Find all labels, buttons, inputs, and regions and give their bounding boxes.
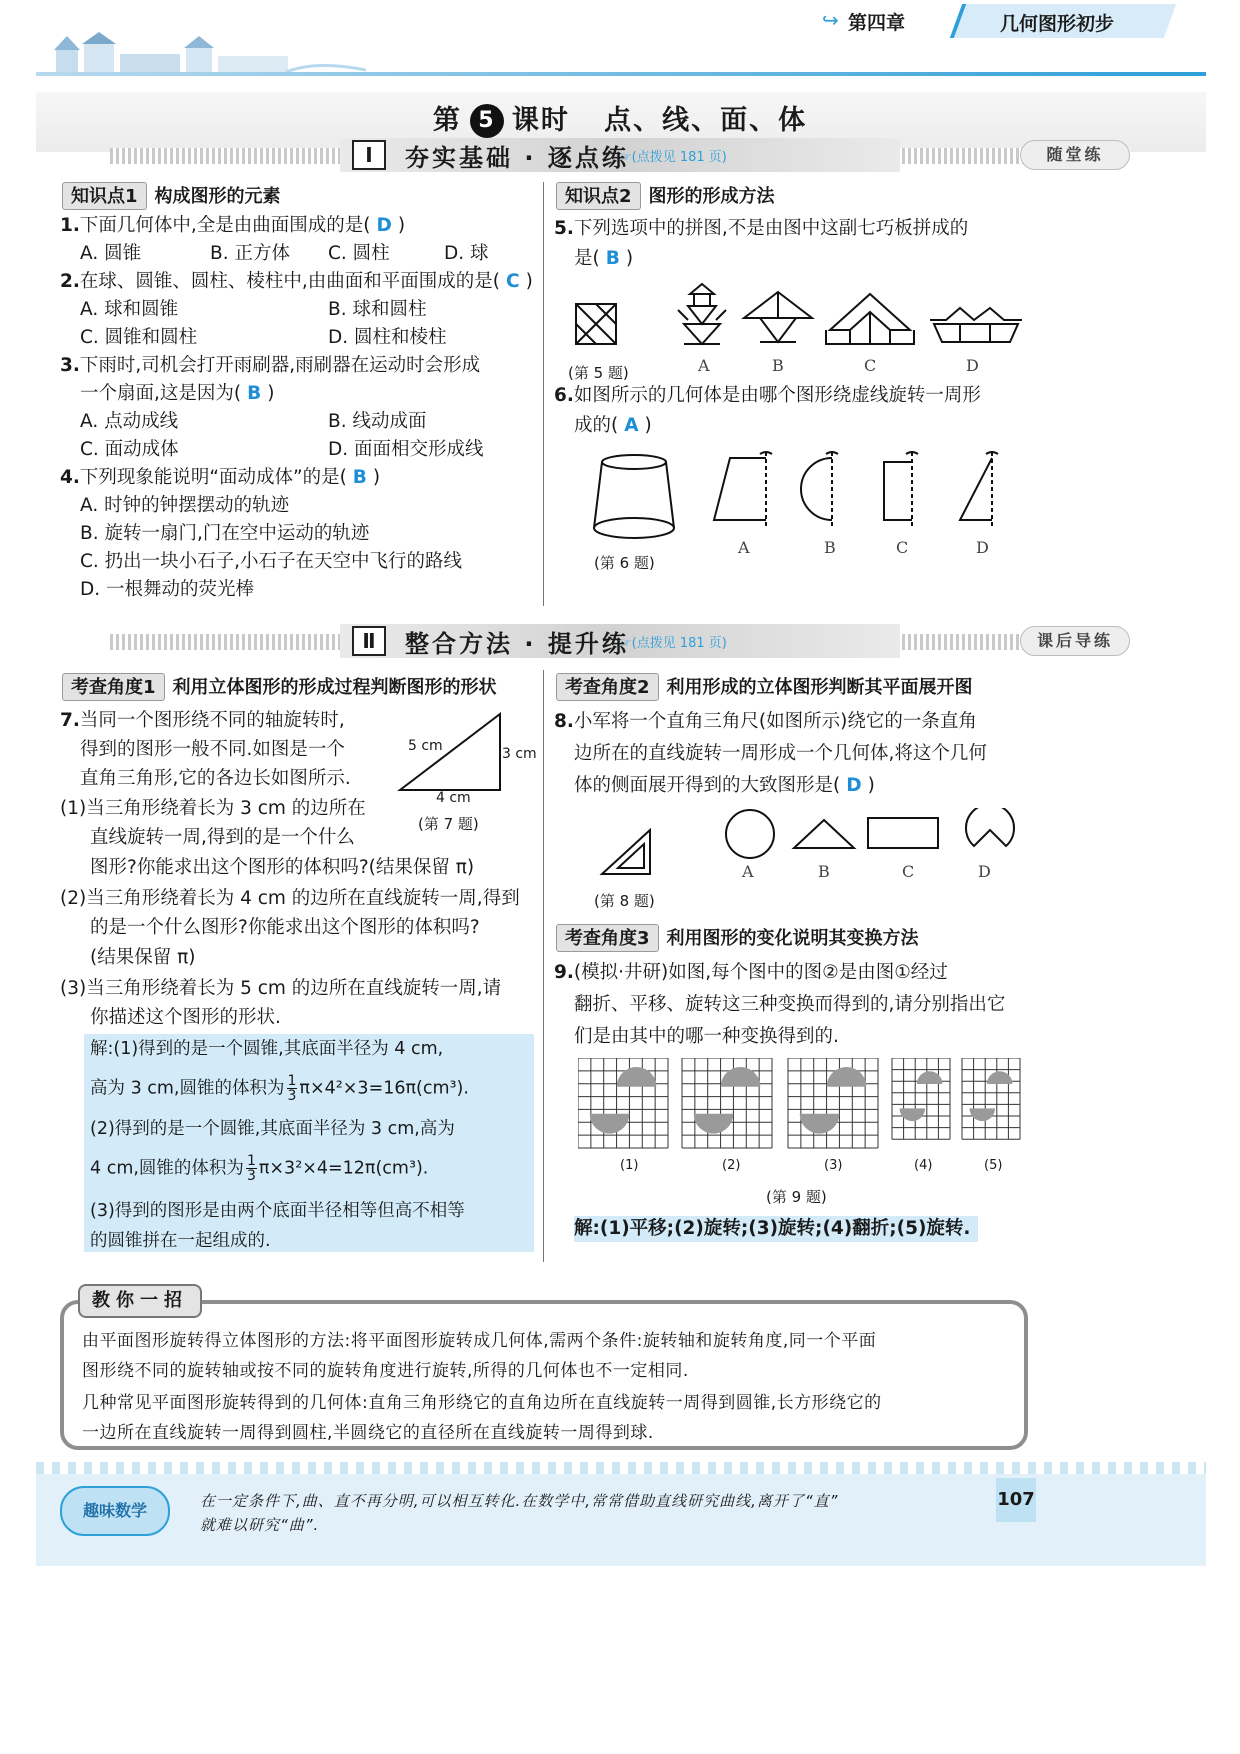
- tangram-figure-c: [826, 294, 914, 344]
- q1-stem: 1.下面几何体中,全是由曲面围成的是( D ): [60, 215, 406, 236]
- q8-caption: (第 8 题): [594, 892, 655, 910]
- q5-answer: B: [605, 248, 620, 269]
- q8-line-3: 体的侧面展开得到的大致图形是( D ): [574, 775, 875, 796]
- q7-caption: (第 7 题): [418, 815, 479, 833]
- q4-option-a: A. 时钟的钟摆摆动的轨迹: [80, 495, 290, 516]
- fraction-one-third-2: $\frac{1}{3}$: [246, 1153, 256, 1184]
- q8-label-c: C: [902, 862, 915, 881]
- q7-solution-line-4: 4 cm,圆锥的体积为 $\frac{1}{3}$ π×3²×4=12π(cm³).: [90, 1153, 429, 1184]
- rectangle-option-c: [868, 818, 938, 848]
- q9-figure: [578, 1058, 1028, 1158]
- q7-sub1-line-2: 直线旋转一周,得到的是一个什么: [90, 827, 355, 848]
- q6-answer: A: [624, 415, 639, 436]
- angle1-text: 利用立体图形的形成过程判断图形的形状: [172, 677, 497, 698]
- circle-option-a: [726, 810, 774, 858]
- knowledge-point-2: [556, 182, 775, 210]
- q8-label-b: B: [818, 862, 830, 881]
- q4-option-b: B. 旋转一扇门,门在空中运动的轨迹: [80, 523, 370, 544]
- section-1-title: 夯实基础 · 逐点练: [405, 144, 629, 172]
- q9-label-3: (3): [824, 1158, 843, 1173]
- q5-label-c: C: [864, 356, 877, 375]
- kp2-text: 图形的形成方法: [648, 186, 775, 207]
- q5-stem-2: 是( B ): [574, 248, 634, 269]
- q7-sub2-line-1: (2)当三角形绕着长为 4 cm 的边所在直线旋转一周,得到: [60, 888, 520, 909]
- lesson-suffix: 课时: [511, 105, 570, 136]
- q2-option-d: D. 圆柱和棱柱: [328, 327, 447, 348]
- q5-stem-1: 5.下列选项中的拼图,不是由图中这副七巧板拼成的: [554, 218, 969, 239]
- q7-line-2: 得到的图形一般不同.如图是一个: [80, 739, 345, 760]
- triangle-option-b: [794, 820, 854, 848]
- angle-2: [556, 673, 973, 701]
- kp1-text: 构成图形的元素: [154, 186, 281, 207]
- q9-label-5: (5): [984, 1158, 1003, 1173]
- q3-answer: B: [247, 383, 262, 404]
- q9-line-3: 们是由其中的哪一种变换得到的.: [574, 1026, 839, 1047]
- q8-figure: [596, 808, 1016, 888]
- fun-math-logo: 趣味数学: [60, 1486, 170, 1536]
- q9-caption: (第 9 题): [766, 1188, 827, 1206]
- trapezoid-option-a: [714, 452, 772, 528]
- castle-illustration: [36, 30, 366, 74]
- q9-grid-panel: [892, 1058, 950, 1139]
- q9-line-2: 翻折、平移、旋转这三种变换而得到的,请分别指出它: [574, 994, 1006, 1015]
- q2-option-a: A. 球和圆锥: [80, 299, 179, 320]
- tangram-figure-a: [678, 284, 726, 344]
- q2-stem: 2.在球、圆锥、圆柱、棱柱中,由曲面和平面围成的是( C ): [60, 271, 533, 292]
- kp2-badge: 知识点2: [556, 182, 641, 210]
- angle2-badge: 考查角度2: [556, 673, 659, 701]
- section-2-roman: Ⅱ: [352, 626, 386, 656]
- q8-label-d: D: [978, 862, 991, 881]
- q1-option-d: D. 球: [444, 243, 489, 264]
- q3-stem-2: 一个扇面,这是因为( B ): [80, 383, 275, 404]
- q8-answer: D: [846, 775, 862, 796]
- q7-solution-line-1: 解:(1)得到的是一个圆锥,其底面半径为 4 cm,: [90, 1039, 444, 1059]
- section-1-bar: [110, 138, 1130, 172]
- angle3-badge: 考查角度3: [556, 924, 659, 952]
- q7-sub1-line-3: 图形?你能求出这个图形的体积吗?(结果保留 π): [90, 857, 475, 878]
- q9-shape-two: [721, 1067, 761, 1087]
- q7-sub2-line-2: 的是一个什么图形?你能求出这个图形的体积吗?: [90, 917, 480, 938]
- q3-option-a: A. 点动成线: [80, 411, 179, 432]
- tip-line-2: 图形绕不同的旋转轴或按不同的旋转角度进行旋转,所得的几何体也不一定相同.: [82, 1361, 689, 1381]
- q7-hyp-label: 5 cm: [408, 738, 443, 754]
- footer-text-1: 在一定条件下,曲、直不再分明,可以相互转化.在数学中,常常借助直线研究曲线,离开了“直”: [200, 1492, 839, 1510]
- q7-line-1: 7.当同一个图形绕不同的轴旋转时,: [60, 710, 345, 731]
- q1-option-c: C. 圆柱: [328, 243, 390, 264]
- frustum-solid: [594, 455, 674, 538]
- section-1-roman: Ⅰ: [352, 140, 386, 170]
- q4-stem: 4.下列现象能说明“面动成体”的是( B ): [60, 467, 381, 488]
- q7-sub3-line-1: (3)当三角形绕着长为 5 cm 的边所在直线旋转一周,请: [60, 978, 502, 999]
- knowledge-point-1: [62, 182, 281, 210]
- angle3-text: 利用图形的变化说明其变换方法: [666, 928, 919, 949]
- q7-sub3-line-2: 你描述这个图形的形状.: [90, 1007, 281, 1028]
- q3-stem-1: 3.下雨时,司机会打开雨刷器,雨刷器在运动时会形成: [60, 355, 481, 376]
- angle2-text: 利用形成的立体图形判断其平面展开图: [666, 677, 973, 698]
- lesson-title: [0, 98, 1240, 138]
- tip-badge: 教你一招: [78, 1284, 202, 1318]
- triangle-option-d: [960, 452, 998, 528]
- tangram-square-figure: [576, 304, 616, 344]
- q9-label-4: (4): [914, 1158, 933, 1173]
- kp1-badge: 知识点1: [62, 182, 147, 210]
- q2-option-c: C. 圆锥和圆柱: [80, 327, 198, 348]
- tip-line-3: 几种常见平面图形旋转得到的几何体:直角三角形绕它的直角边所在直线旋转一周得到圆锥,长方形绕它的: [82, 1393, 882, 1413]
- rectangle-option-c: [884, 452, 918, 528]
- q8-line-1: 8.小军将一个直角三角尺(如图所示)绕它的一条直角: [554, 711, 977, 732]
- tip-line-1: 由平面图形旋转得立体图形的方法:将平面图形旋转成几何体,需两个条件:旋转轴和旋转角度,同一个平面: [82, 1331, 877, 1351]
- lesson-topic: 点、线、面、体: [604, 105, 808, 136]
- chapter-label: 第四章: [848, 12, 906, 34]
- q1-option-a: A. 圆锥: [80, 243, 142, 264]
- q6-label-b: B: [824, 538, 836, 557]
- q2-answer: C: [506, 271, 520, 292]
- q7-sub1-line-1: (1)当三角形绕着长为 3 cm 的边所在: [60, 798, 366, 819]
- header-rule: [36, 72, 1206, 76]
- chapter-title: 几何图形初步: [1000, 13, 1115, 35]
- q5-figure: [560, 280, 1040, 360]
- q9-shape-one: [694, 1114, 734, 1134]
- q9-shape-one: [590, 1114, 630, 1134]
- section-2-tag: 课后导练: [1020, 626, 1130, 656]
- q4-option-d: D. 一根舞动的荧光棒: [80, 579, 255, 600]
- lesson-prefix: 第: [432, 105, 462, 136]
- lesson-number: 5: [470, 104, 504, 138]
- q9-grid-panel: [682, 1058, 772, 1148]
- q9-label-2: (2): [722, 1158, 741, 1173]
- q5-label-a: A: [698, 356, 710, 375]
- q1-answer: D: [376, 215, 392, 236]
- page-number: 107: [996, 1478, 1036, 1522]
- set-square-figure: [602, 830, 650, 874]
- q5-caption: (第 5 题): [568, 364, 629, 382]
- q6-caption: (第 6 题): [594, 554, 655, 572]
- q8-line-2: 边所在的直线旋转一周形成一个几何体,将这个几何: [574, 743, 987, 764]
- q4-option-c: C. 扔出一块小石子,小石子在天空中飞行的路线: [80, 551, 463, 572]
- section-2-ref: ☞(点拨见 181 页): [620, 636, 727, 651]
- q9-label-1: (1): [620, 1158, 639, 1173]
- tangram-figure-d: [930, 308, 1022, 342]
- q7-line-3: 直角三角形,它的各边长如图所示.: [80, 768, 351, 789]
- sector-option-d: [966, 808, 1014, 846]
- q7-base-label: 4 cm: [436, 790, 471, 806]
- q4-answer: B: [352, 467, 367, 488]
- q6-label-d: D: [976, 538, 989, 557]
- column-divider: [543, 182, 544, 606]
- q6-figure: [590, 448, 1030, 548]
- q7-leg-label: 3 cm: [502, 746, 537, 762]
- q6-stem-1: 6.如图所示的几何体是由哪个图形绕虚线旋转一周形: [554, 385, 981, 406]
- q7-sub2-line-3: (结果保留 π): [90, 947, 196, 968]
- q2-option-b: B. 球和圆柱: [328, 299, 427, 320]
- q9-shape-two: [827, 1067, 867, 1087]
- angle-1: [62, 673, 497, 701]
- tangram-figure-b: [744, 292, 812, 342]
- q7-solution-line-2: 高为 3 cm,圆锥的体积为 $\frac{1}{3}$ π×4²×3=16π(cm³).: [90, 1073, 469, 1104]
- q6-label-c: C: [896, 538, 909, 557]
- chapter-arrow-icon: ↪: [822, 8, 839, 32]
- section-2-bar: [110, 624, 1130, 658]
- q7-solution-line-3: (2)得到的是一个圆锥,其底面半径为 3 cm,高为: [90, 1119, 455, 1139]
- section-1-ref: ☞(点拨见 181 页): [620, 150, 727, 165]
- q3-option-d: D. 面面相交形成线: [328, 439, 484, 460]
- angle-3: [556, 924, 919, 952]
- q9-solution: 解:(1)平移;(2)旋转;(3)旋转;(4)翻折;(5)旋转.: [574, 1216, 978, 1242]
- q5-label-d: D: [966, 356, 979, 375]
- q3-option-b: B. 线动成面: [328, 411, 427, 432]
- section-1-tag: 随堂练: [1020, 140, 1130, 170]
- q6-label-a: A: [738, 538, 750, 557]
- q9-grid-panel: [578, 1058, 668, 1148]
- q9-shape-two: [617, 1067, 657, 1087]
- q9-shape-one: [800, 1114, 840, 1134]
- q1-option-b: B. 正方体: [210, 243, 290, 264]
- angle1-badge: 考查角度1: [62, 673, 165, 701]
- fraction-one-third: $\frac{1}{3}$: [287, 1073, 297, 1104]
- tip-line-4: 一边所在直线旋转一周得到圆柱,半圆绕它的直径所在直线旋转一周得到球.: [82, 1423, 654, 1443]
- q3-option-c: C. 面动成体: [80, 439, 179, 460]
- q9-grid-panel: [788, 1058, 878, 1148]
- q7-solution-line-5: (3)得到的图形是由两个底面半径相等但高不相等: [90, 1201, 465, 1221]
- q5-label-b: B: [772, 356, 784, 375]
- section-2-title: 整合方法 · 提升练: [405, 630, 629, 658]
- q6-stem-2: 成的( A ): [574, 415, 652, 436]
- q8-label-a: A: [742, 862, 754, 881]
- q7-solution-line-6: 的圆锥拼在一起组成的.: [90, 1231, 271, 1251]
- footer-text-2: 就难以研究“曲”.: [200, 1516, 320, 1534]
- semicircle-option-b: [801, 452, 838, 528]
- q9-line-1: 9.(模拟·井研)如图,每个图中的图②是由图①经过: [554, 962, 948, 983]
- q9-grid-panel: [962, 1058, 1020, 1139]
- footer-wave: [36, 1462, 1206, 1474]
